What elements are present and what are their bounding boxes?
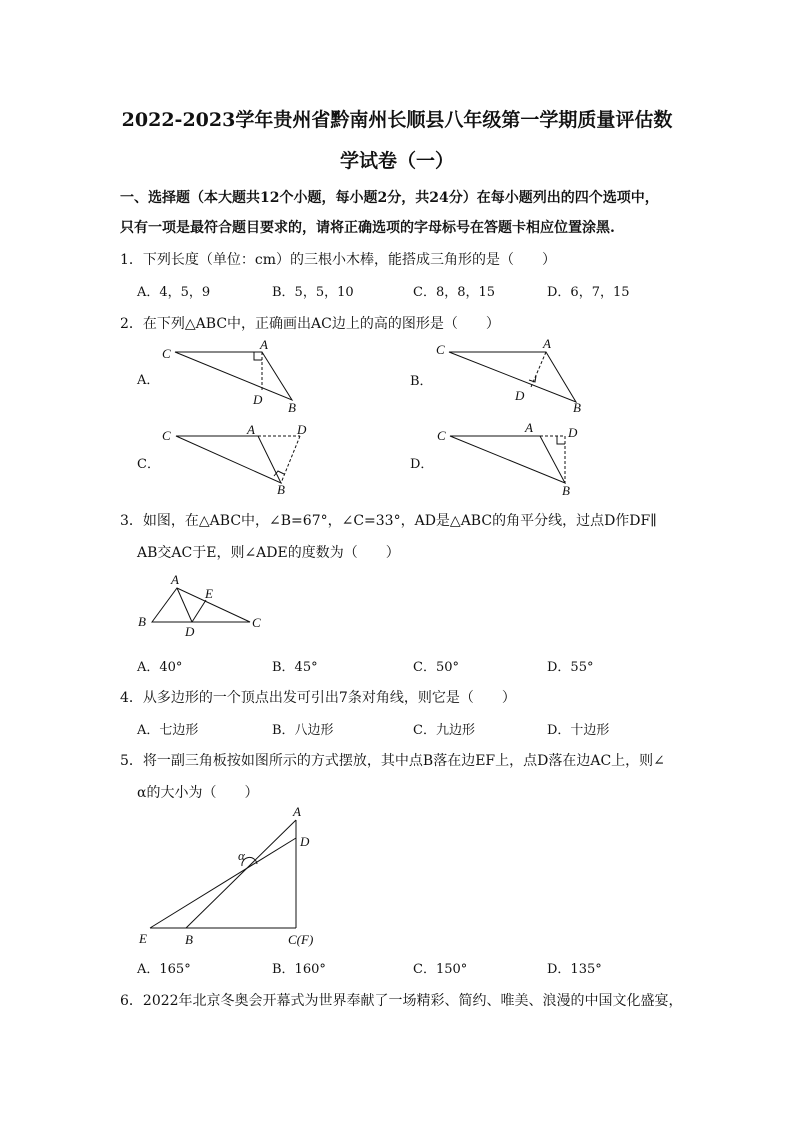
q4-option-c: C．九边形 — [413, 723, 475, 738]
svg-text:B: B — [562, 483, 570, 498]
q2-figure-b — [449, 352, 576, 402]
svg-text:D: D — [297, 422, 307, 437]
q5-stem-line2: α的大小为（ ） — [137, 785, 259, 801]
q2-figure-label-a: A． — [137, 373, 160, 388]
q1-stem: 1．下列长度（单位：cm）的三根小木棒，能搭成三角形的是（ ） — [120, 252, 557, 268]
svg-text:D: D — [185, 624, 195, 639]
svg-text:D: D — [253, 392, 263, 407]
svg-text:A: A — [293, 804, 301, 819]
svg-text:C: C — [162, 428, 171, 443]
q2-figure-c-labels — [162, 422, 307, 497]
q2-figure-a — [175, 352, 292, 400]
q5-option-d: D．135° — [547, 962, 602, 977]
q3-figure-labels — [138, 572, 261, 639]
exam-title-line2: 学试卷（一） — [339, 150, 454, 172]
svg-text:E: E — [139, 931, 147, 946]
svg-text:α: α — [238, 848, 245, 863]
q4-option-b: B．八边形 — [272, 723, 334, 738]
svg-text:B: B — [138, 614, 146, 629]
q1-option-d: D．6，7，15 — [547, 285, 630, 300]
svg-text:B: B — [573, 400, 581, 415]
q1-option-c: C．8，8，15 — [413, 285, 496, 300]
svg-text:C: C — [162, 346, 171, 361]
svg-text:D: D — [568, 425, 578, 440]
svg-text:C(F): C(F) — [288, 932, 314, 947]
q2-figure-d — [450, 436, 565, 483]
q2-figure-c — [176, 436, 300, 483]
q2-figure-label-c: C． — [137, 457, 160, 472]
q5-figure — [150, 820, 296, 928]
svg-text:A: A — [543, 336, 551, 351]
q5-option-c: C．150° — [413, 962, 468, 977]
svg-text:A: A — [247, 422, 255, 437]
q5-option-b: B．160° — [272, 962, 326, 977]
q4-option-a: A．七边形 — [137, 723, 199, 738]
section1-instruction-line2: 只有一项是最符合题目要求的，请将正确选项的字母标号在答题卡相应位置涂黑. — [120, 220, 615, 236]
svg-text:A: A — [171, 572, 179, 587]
exam-title-line1: 2022-2023学年贵州省黔南州长顺县八年级第一学期质量评估数 — [121, 109, 673, 131]
q3-stem-line1: 3．如图，在△ABC中，∠B=67°，∠C=33°，AD是△ABC的角平分线，过点D作DF∥ — [120, 513, 657, 529]
q1-option-b: B．5，5，10 — [272, 285, 354, 300]
q2-figure-label-d: D． — [410, 457, 434, 472]
q2-figure-a-labels — [162, 337, 296, 415]
svg-text:B: B — [288, 400, 296, 415]
q5-stem-line1: 5．将一副三角板按如图所示的方式摆放，其中点B落在边EF上，点D落在边AC上，则∠ — [120, 753, 665, 769]
q3-figure — [152, 588, 250, 622]
q5-figure-labels — [138, 804, 313, 947]
svg-text:D: D — [300, 834, 310, 849]
svg-text:B: B — [185, 932, 193, 947]
q3-option-b: B．45° — [272, 660, 318, 675]
q3-option-d: D．55° — [547, 660, 594, 675]
svg-text:D: D — [515, 388, 525, 403]
svg-text:C: C — [437, 428, 446, 443]
svg-text:E: E — [205, 586, 213, 601]
q4-option-d: D．十边形 — [547, 723, 610, 738]
svg-text:B: B — [277, 482, 285, 497]
svg-text:C: C — [252, 615, 261, 630]
q3-stem-line2: AB交AC于E，则∠ADE的度数为（ ） — [137, 545, 400, 561]
q6-stem: 6．2022年北京冬奥会开幕式为世界奉献了一场精彩、简约、唯美、浪漫的中国文化盛宴， — [120, 993, 683, 1009]
q3-option-c: C．50° — [413, 660, 459, 675]
q2-stem: 2．在下列△ABC中，正确画出AC边上的高的图形是（ ） — [120, 316, 500, 332]
q3-option-a: A．40° — [137, 660, 183, 675]
q2-figure-label-b: B． — [410, 374, 433, 389]
svg-text:A: A — [260, 337, 268, 352]
q1-option-a: A．4，5，9 — [137, 285, 211, 300]
q5-option-a: A．165° — [137, 962, 191, 977]
section1-instruction-line1: 一、选择题（本大题共12个小题，每小题2分，共24分）在每小题列出的四个选项中， — [120, 190, 659, 206]
svg-text:C: C — [436, 342, 445, 357]
q4-stem: 4．从多边形的一个顶点出发可引出7条对角线，则它是（ ） — [120, 690, 516, 706]
svg-text:A: A — [525, 420, 533, 435]
